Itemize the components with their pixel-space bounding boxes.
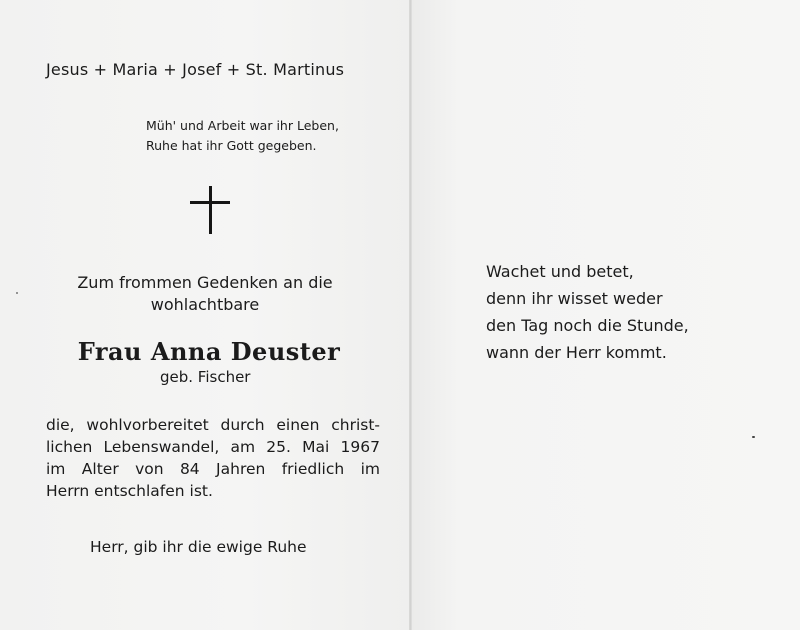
obituary-line-3: im Alter von 84 Jahren friedlich im (46, 460, 380, 478)
dedication-line-2: wohlachtbare (150, 295, 260, 314)
scripture-line-4: wann der Herr kommt. (486, 343, 667, 362)
maiden-name: geb. Fischer (160, 368, 251, 386)
verse-line-1: Müh' und Arbeit war ihr Leben, (146, 118, 339, 133)
paper-speck (752, 436, 755, 438)
scripture-line-2: denn ihr wisset weder (486, 289, 663, 308)
deceased-name: Frau Anna Deuster (77, 337, 341, 366)
scripture-line-1: Wachet und betet, (486, 262, 634, 281)
verse (146, 116, 339, 156)
dedication-line-1: Zum frommen Gedenken an die (77, 273, 333, 292)
saints-line: Jesus + Maria + Josef + St. Martinus (46, 60, 345, 79)
scripture-line-3: den Tag noch die Stunde, (486, 316, 689, 335)
obituary-line-4: Herrn entschlafen ist. (46, 482, 213, 500)
cross-icon (190, 186, 230, 234)
obituary-line-2: lichen Lebenswandel, am 25. Mai 1967 (46, 438, 380, 456)
obituary-text (46, 414, 380, 502)
paper-speck (16, 292, 18, 294)
scripture-verse (486, 258, 689, 366)
closing-prayer: Herr, gib ihr die ewige Ruhe (90, 538, 307, 556)
obituary-line-1: die, wohlvorbereitet durch einen christ- (46, 416, 380, 434)
verse-line-2: Ruhe hat ihr Gott gegeben. (146, 138, 317, 153)
dedication (0, 272, 410, 316)
